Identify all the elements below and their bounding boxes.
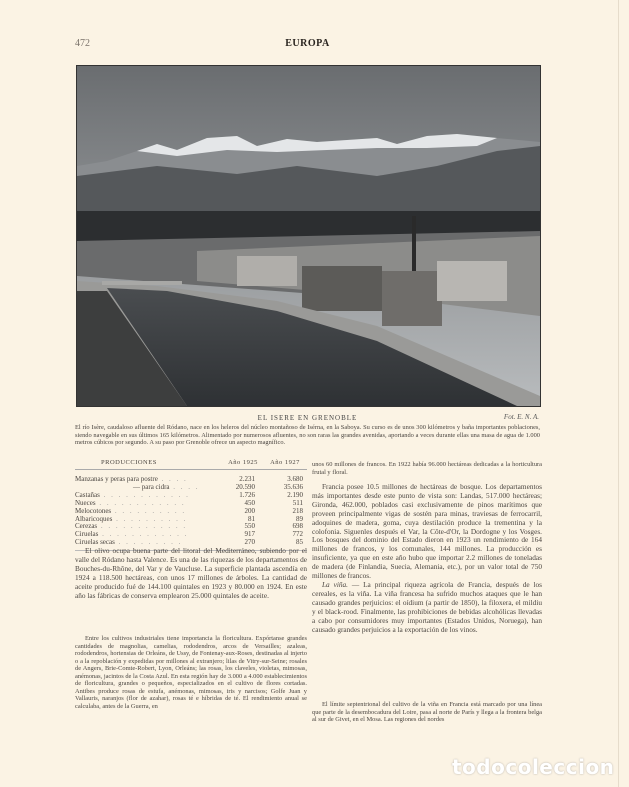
- page-number: 472: [75, 38, 90, 49]
- table-row: Ciruelas . . . . . . . . . . . . 917 772: [75, 530, 303, 539]
- col-header-1927: Año 1927: [270, 459, 300, 466]
- photo-credit: Fot. E. N. A.: [503, 413, 539, 421]
- paragraph-floriculture: Entre los cultivos industriales tiene importancia la floricultura. Expórtanse grandes cantidades de magnolias, camelias, rododendros, arcos de Versailles; azaleas, rododendros, hortensias de Orleáns, de Ussy, de Fontenay-aux-Roses, destinadas al injerto o a la repoblación y expedidas por millones al extranjero; lilas de Vitry-sur-Seine; rosales de Angers, Brie-Comte-Robert, Lyon, Orleáns; las rosas, los claveles, violetas, mimosas, anémonas, jacintos de la Costa Azul. En esta región hay de 3.000 a 4.000 establecimientos de floricultura, grandes o pequeños, especializados en el cultivo de flores cortadas. Antibes produce rosas de estufa, anémonas, mimosas, iris y narcisos; Golfe Juan y Vallauris, naranjos (flor de azahar), rosas té e híbridas de té. El rendimiento anual se calculaba, antes de la Guerra, en: [75, 635, 307, 710]
- left-column-floriculture: [75, 635, 307, 710]
- production-table: [75, 459, 307, 551]
- page-header: [75, 38, 540, 52]
- table-row: Castañas . . . . . . . . . . . . 1.726 2.190: [75, 490, 303, 499]
- page-edge: [618, 0, 619, 787]
- table-row: Cerezas . . . . . . . . . . . . 550 698: [75, 522, 303, 531]
- right-column-top: [312, 461, 542, 476]
- photo-illustration: [77, 66, 540, 406]
- col-header-productions: PRODUCCIONES: [101, 459, 157, 466]
- table-row: Nueces . . . . . . . . . . . . 450 511: [75, 498, 303, 507]
- left-column-olive: [75, 547, 307, 600]
- table-row: Manzanas y peras para postre . . . . 2.231 3.680: [75, 475, 303, 483]
- grenoble-photo: [76, 65, 541, 407]
- table-row: — para cidra . . . . 20.590 35.636: [133, 482, 303, 491]
- paragraph-continuation: unos 60 millones de francos. En 1922 había 96.000 hectáreas dedicadas a la horticultura frutal y floral.: [312, 461, 542, 476]
- paragraph-olive: El olivo ocupa buena parte del litoral del Mediterráneo, subiendo por el valle del Ródano hasta Valence. Es una de las riquezas de los departamentos de Bouches-du-Rhône, del Var y de Vaucluse. La superficie plantada ascendía en 1924 a 118.500 hectáreas, con unos 17 millones de árboles. La cantidad de aceite producido fué de 144.100 quintales en 1923 y 80.000 en 1924. En este año las fábricas de conserva emplearon 25.000 quintales de aceite.: [75, 546, 307, 600]
- col-header-1925: Año 1925: [228, 459, 258, 466]
- table-row: Melocotones . . . . . . . . . . 200 218: [75, 506, 303, 515]
- table-header: [75, 459, 307, 470]
- right-column-forests: [312, 483, 542, 634]
- paragraph-vine-limit: El límite septentrional del cultivo de la viña en Francia está marcado por una línea que parte de la desembocadura del Loire, pasa al norte de París y llega a la frontera belga al sur de Givet, en el Mosa. Las regiones del nordes: [312, 701, 542, 723]
- watermark-logo: todocoleccion: [452, 755, 615, 779]
- table-row: Albaricoques . . . . . . . . . . 81 89: [75, 514, 303, 523]
- photo-caption-body: El río Isère, caudaloso afluente del Ródano, nace en los heleros del núcleo montañoso de Isérna, en la Saboya. Su curso es de unos 300 kilómetros y baña importantes poblaciones, siendo navegable en sus últimos 165 kilómetros. Alimentado por numerosos afluentes, no son raras las grandes avenidas, aportando a veces durante ellas una masa de agua de 1.000 metros cúbicos por segundo. A su paso por Grenoble ofrece un aspecto magnífico.: [75, 424, 540, 447]
- photo-caption-title: EL ISERE EN GRENOBLE: [257, 414, 358, 422]
- running-title: EUROPA: [285, 38, 330, 49]
- paragraph-vine: La viña. — La principal riqueza agrícola de Francia, después de los cereales, es la viña. La viña francesa ha sufrido muchos ataques que le han causado grandes perjuicios: el oídium (a partir de 1850), la filoxera, el mildiu y el black-rood. Finalmente, las prohibiciones de bebidas alcohólicas llevadas a cabo por consumidores muy importantes (Estados Unidos, Noruega), han causado grandes perjuicios a la exportación de los vinos.: [312, 579, 543, 634]
- vine-heading: La viña.: [322, 579, 348, 589]
- table-row: Ciruelas secas . . . . . . . . . 270 85: [75, 538, 303, 547]
- paragraph-forests: Francia posee 10.5 millones de hectáreas de bosque. Los departamentos más importantes desde este punto de vista son: Landas, 517.000 hectáreas; Gironda, 462.000, poblados casi exclusivamente de pinos marítimos que proveen principalmente vigas de sostén para minas, traviesas de ferrocarril, adoquines de madera, goma, cuya destilación produce la trementina y la colofonia. Siguenles después el Var, la Côte-d'Or, la Dordogne y los Vosges. Los bosques del dominio del Estado dieron en 1923 un rendimiento de 164 millones de francos, y los comunales, 144 millones. La producción es insuficiente, ya que en este año hubo que importar 2.2 millones de toneladas de madera (de Finlandia, Suecia, Alemania, etc.), por un valor total de 750 millones de francos.: [312, 482, 542, 581]
- right-column-bottom: [312, 701, 542, 724]
